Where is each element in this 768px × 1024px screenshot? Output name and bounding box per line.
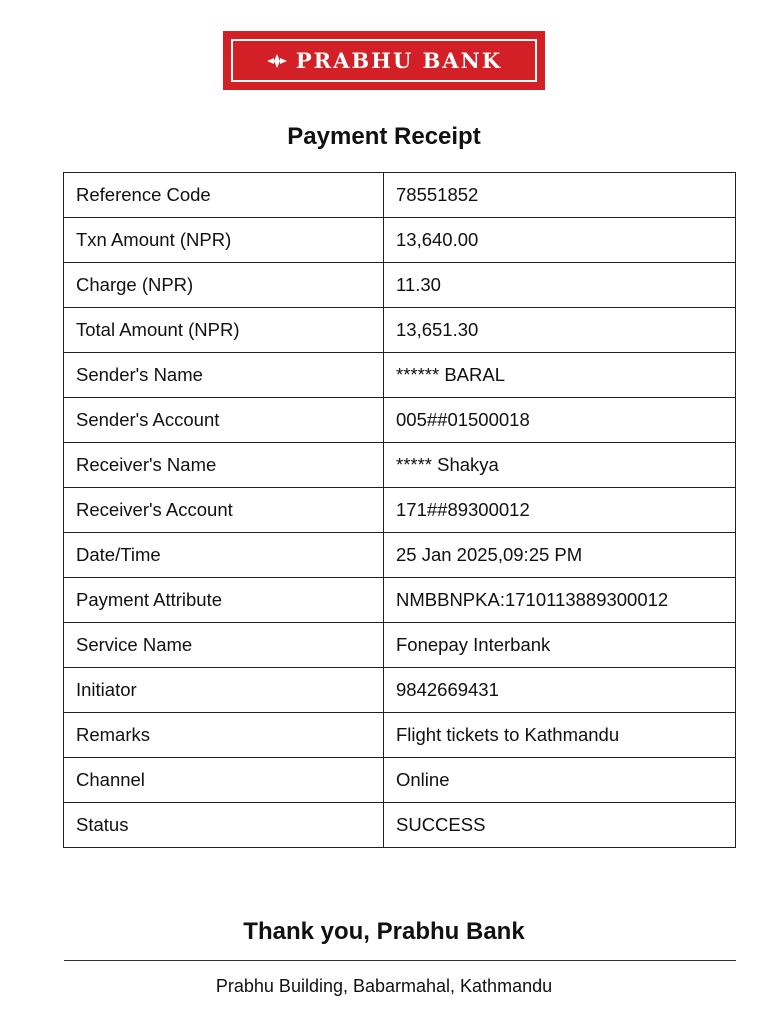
row-value: 9842669431 bbox=[384, 668, 736, 713]
row-label: Total Amount (NPR) bbox=[64, 308, 384, 353]
row-value: 13,640.00 bbox=[384, 218, 736, 263]
row-value: Fonepay Interbank bbox=[384, 623, 736, 668]
table-row-reference-code bbox=[64, 173, 736, 218]
status-value: SUCCESS bbox=[384, 803, 736, 848]
row-label: Initiator bbox=[64, 668, 384, 713]
table-row-total-amount bbox=[64, 308, 736, 353]
table-row-status bbox=[64, 803, 736, 848]
row-value: ****** BARAL bbox=[384, 353, 736, 398]
row-value: Online bbox=[384, 758, 736, 803]
page-title: Payment Receipt bbox=[287, 123, 481, 150]
table-row-channel bbox=[64, 758, 736, 803]
row-label: Status bbox=[64, 803, 384, 848]
row-label: Reference Code bbox=[64, 173, 384, 218]
row-value: ***** Shakya bbox=[384, 443, 736, 488]
row-label: Date/Time bbox=[64, 533, 384, 578]
table-row-service-name bbox=[64, 623, 736, 668]
prabhu-bank-emblem-icon bbox=[266, 53, 288, 69]
row-value: 25 Jan 2025,09:25 PM bbox=[384, 533, 736, 578]
receipt-table bbox=[63, 172, 736, 848]
row-label: Txn Amount (NPR) bbox=[64, 218, 384, 263]
row-label: Receiver's Name bbox=[64, 443, 384, 488]
row-label: Service Name bbox=[64, 623, 384, 668]
row-label: Payment Attribute bbox=[64, 578, 384, 623]
bank-address: Prabhu Building, Babarmahal, Kathmandu bbox=[215, 976, 553, 996]
row-value: Flight tickets to Kathmandu bbox=[384, 713, 736, 758]
row-label: Channel bbox=[64, 758, 384, 803]
row-label: Receiver's Account bbox=[64, 488, 384, 533]
logo-frame bbox=[231, 39, 537, 82]
table-row-payment-attribute bbox=[64, 578, 736, 623]
row-label: Sender's Account bbox=[64, 398, 384, 443]
footer-divider bbox=[64, 960, 736, 961]
table-row-receiver-account bbox=[64, 488, 736, 533]
table-row-sender-account bbox=[64, 398, 736, 443]
row-label: Sender's Name bbox=[64, 353, 384, 398]
row-label: Remarks bbox=[64, 713, 384, 758]
thank-you-message: Thank you, Prabhu Bank bbox=[243, 918, 525, 945]
row-value: NMBBNPKA:1710113889300012 bbox=[384, 578, 736, 623]
table-row-initiator bbox=[64, 668, 736, 713]
table-row-charge bbox=[64, 263, 736, 308]
table-row-sender-name bbox=[64, 353, 736, 398]
table-row-remarks bbox=[64, 713, 736, 758]
table-row-receiver-name bbox=[64, 443, 736, 488]
row-value: 13,651.30 bbox=[384, 308, 736, 353]
row-value: 78551852 bbox=[384, 173, 736, 218]
row-value: 171##89300012 bbox=[384, 488, 736, 533]
row-value: 11.30 bbox=[384, 263, 736, 308]
row-value: 005##01500018 bbox=[384, 398, 736, 443]
row-label: Charge (NPR) bbox=[64, 263, 384, 308]
table-row-date-time bbox=[64, 533, 736, 578]
logo-text: PRABHU BANK bbox=[295, 48, 503, 73]
bank-logo bbox=[223, 31, 545, 90]
table-row-txn-amount bbox=[64, 218, 736, 263]
